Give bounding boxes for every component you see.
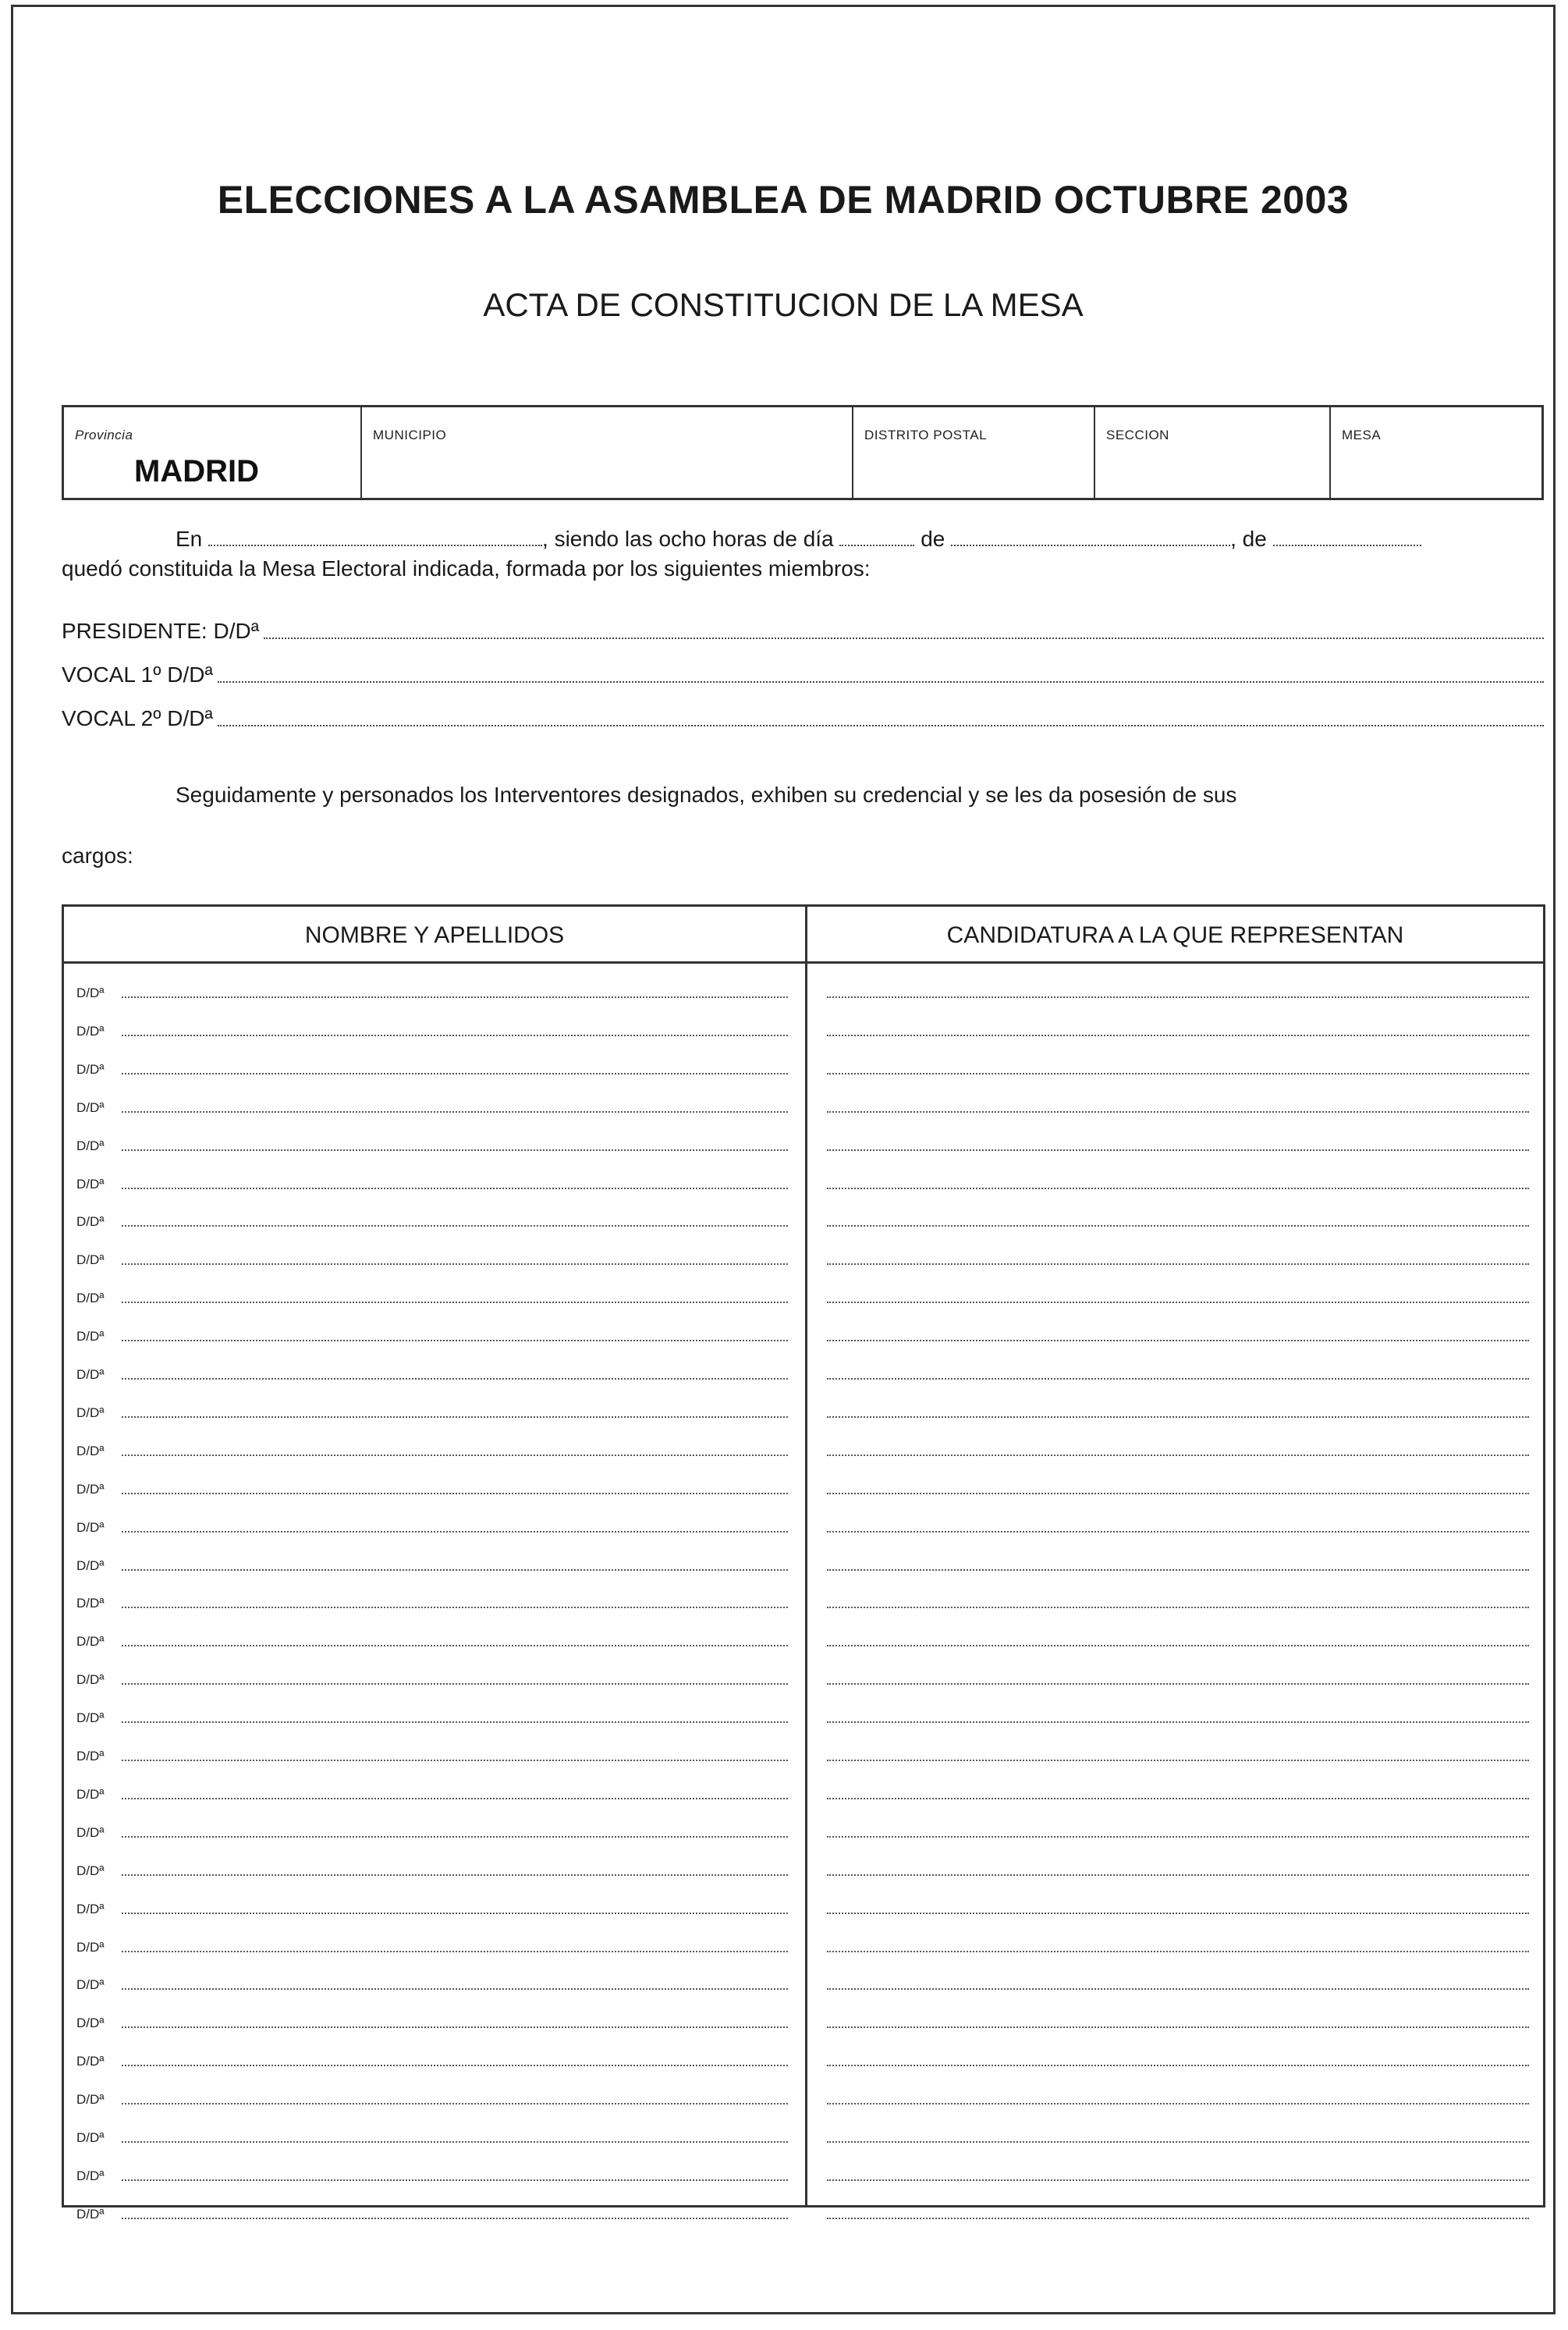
header-divider	[64, 961, 1543, 964]
row-title-label: D/Dª	[76, 1710, 105, 1726]
table-row[interactable]	[64, 1046, 1543, 1084]
table-row[interactable]	[64, 1236, 1543, 1274]
row-title-label: D/Dª	[76, 1023, 105, 1039]
column-header-nombre: NOMBRE Y APELLIDOS	[304, 922, 565, 948]
table-row[interactable]	[64, 1084, 1543, 1122]
candidatura-blank[interactable]	[827, 2026, 1529, 2028]
table-row[interactable]	[64, 969, 1543, 1007]
candidatura-blank[interactable]	[827, 2179, 1529, 2181]
candidatura-blank[interactable]	[827, 1149, 1529, 1151]
mesa-label: MESA	[1342, 428, 1382, 442]
table-row[interactable]	[64, 1312, 1543, 1351]
table-row[interactable]	[64, 1885, 1543, 1923]
table-row[interactable]	[64, 1579, 1543, 1618]
name-blank[interactable]	[122, 1951, 788, 1952]
candidatura-blank[interactable]	[827, 1760, 1529, 1761]
table-row[interactable]	[64, 1771, 1543, 1809]
interventores-line-1: Seguidamente y personados los Interventores designados, exhiben su credencial y se les da posesión de sus	[176, 783, 1237, 807]
candidatura-blank[interactable]	[827, 1913, 1529, 1914]
municipio-cell[interactable]	[362, 407, 853, 498]
member-row-vocal-1[interactable]	[62, 656, 1544, 687]
name-blank[interactable]	[122, 1836, 788, 1838]
candidatura-blank[interactable]	[827, 1836, 1529, 1838]
seccion-label: SECCION	[1106, 428, 1169, 442]
provincia-cell	[64, 407, 362, 498]
table-row[interactable]	[64, 1694, 1543, 1732]
row-title-label: D/Dª	[76, 2016, 105, 2031]
row-title-label: D/Dª	[76, 2168, 105, 2183]
row-title-label: D/Dª	[76, 1214, 105, 1230]
candidatura-blank[interactable]	[827, 1416, 1529, 1418]
table-row[interactable]	[64, 2076, 1543, 2114]
candidatura-blank[interactable]	[827, 1073, 1529, 1074]
name-blank[interactable]	[122, 1073, 788, 1074]
name-blank[interactable]	[122, 1340, 788, 1341]
name-blank[interactable]	[122, 1874, 788, 1876]
name-blank[interactable]	[122, 1188, 788, 1189]
row-title-label: D/Dª	[76, 1443, 105, 1458]
candidatura-blank[interactable]	[827, 2103, 1529, 2104]
candidatura-blank[interactable]	[827, 1683, 1529, 1685]
interventores-line-2: cargos:	[62, 844, 133, 868]
candidatura-blank[interactable]	[827, 2218, 1529, 2219]
table-row[interactable]	[64, 1504, 1543, 1542]
row-title-label: D/Dª	[76, 1405, 105, 1420]
candidatura-blank[interactable]	[827, 996, 1529, 998]
candidatura-blank[interactable]	[827, 1188, 1529, 1189]
row-title-label: D/Dª	[76, 1367, 105, 1382]
row-title-label: D/Dª	[76, 1481, 105, 1497]
row-title-label: D/Dª	[76, 2054, 105, 2069]
candidatura-blank[interactable]	[827, 1111, 1529, 1113]
member-label: PRESIDENTE: D/Dª	[62, 619, 260, 643]
table-row[interactable]	[64, 1351, 1543, 1389]
candidatura-blank[interactable]	[827, 1798, 1529, 1799]
row-title-label: D/Dª	[76, 1061, 105, 1077]
candidatura-blank[interactable]	[827, 2141, 1529, 2143]
municipio-label: MUNICIPIO	[373, 428, 447, 442]
row-title-label: D/Dª	[76, 1824, 105, 1840]
name-blank[interactable]	[122, 2026, 788, 2028]
name-blank[interactable]	[122, 1645, 788, 1646]
day-blank[interactable]	[839, 542, 914, 546]
table-row[interactable]	[64, 1465, 1543, 1504]
row-title-label: D/Dª	[76, 1176, 105, 1192]
row-title-label: D/Dª	[76, 1977, 105, 1993]
table-row[interactable]	[64, 2152, 1543, 2190]
row-title-label: D/Dª	[76, 1329, 105, 1344]
member-label: VOCAL 2º D/Dª	[62, 706, 213, 730]
name-blank[interactable]	[122, 1111, 788, 1113]
member-name-blank[interactable]	[218, 725, 1544, 726]
table-row[interactable]	[64, 1274, 1543, 1312]
candidatura-blank[interactable]	[827, 1951, 1529, 1952]
name-blank[interactable]	[122, 1035, 788, 1036]
candidatura-blank[interactable]	[827, 1378, 1529, 1380]
table-row[interactable]	[64, 1923, 1543, 1962]
candidatura-blank[interactable]	[827, 1035, 1529, 1036]
table-row[interactable]	[64, 2114, 1543, 2152]
intro-line-2: quedó constituida la Mesa Electoral indicada, formada por los siguientes miembros:	[62, 556, 871, 581]
name-blank[interactable]	[122, 1149, 788, 1151]
table-row[interactable]	[64, 2037, 1543, 2076]
table-row[interactable]	[64, 1542, 1543, 1580]
name-blank[interactable]	[122, 1913, 788, 1914]
table-row[interactable]	[64, 1389, 1543, 1427]
member-name-blank[interactable]	[264, 638, 1544, 639]
candidatura-blank[interactable]	[827, 1721, 1529, 1723]
candidatura-blank[interactable]	[827, 1302, 1529, 1303]
row-title-label: D/Dª	[76, 986, 105, 1000]
name-blank[interactable]	[122, 2103, 788, 2104]
document-title: ELECCIONES A LA ASAMBLEA DE MADRID OCTUBRE 2003	[217, 178, 1350, 222]
candidatura-blank[interactable]	[827, 1493, 1529, 1494]
row-title-label: D/Dª	[76, 1099, 105, 1115]
column-header-candidatura: CANDIDATURA A LA QUE REPRESENTAN	[946, 922, 1404, 948]
member-row-vocal-2[interactable]	[62, 700, 1544, 731]
name-blank[interactable]	[122, 2218, 788, 2219]
table-row[interactable]	[64, 1122, 1543, 1160]
name-blank[interactable]	[122, 1607, 788, 1608]
seccion-cell[interactable]	[1095, 407, 1331, 498]
row-title-label: D/Dª	[76, 1557, 105, 1573]
candidatura-blank[interactable]	[827, 1531, 1529, 1533]
table-row[interactable]	[64, 1999, 1543, 2037]
intro-line-1	[176, 527, 1421, 552]
row-title-label: D/Dª	[76, 2092, 105, 2108]
provincia-label: Provincia	[75, 428, 133, 442]
month-blank[interactable]	[951, 542, 1230, 546]
table-row[interactable]	[64, 1427, 1543, 1465]
name-blank[interactable]	[122, 2141, 788, 2143]
candidatura-blank[interactable]	[827, 1454, 1529, 1456]
candidatura-blank[interactable]	[827, 1340, 1529, 1341]
row-title-label: D/Dª	[76, 1749, 105, 1763]
name-blank[interactable]	[122, 1531, 788, 1533]
row-title-label: D/Dª	[76, 1672, 105, 1688]
candidatura-blank[interactable]	[827, 2065, 1529, 2066]
place-blank[interactable]	[208, 542, 542, 546]
candidatura-blank[interactable]	[827, 1988, 1529, 1990]
table-row[interactable]	[64, 1618, 1543, 1656]
intro-de-1: de	[921, 527, 945, 551]
candidatura-blank[interactable]	[827, 1225, 1529, 1227]
name-blank[interactable]	[122, 1988, 788, 1990]
member-name-blank[interactable]	[218, 681, 1544, 683]
name-blank[interactable]	[122, 1493, 788, 1494]
table-row[interactable]	[64, 2190, 1543, 2229]
name-blank[interactable]	[122, 1225, 788, 1227]
provincia-value: MADRID	[134, 454, 259, 488]
table-row[interactable]	[64, 1160, 1543, 1199]
row-title-label: D/Dª	[76, 1634, 105, 1650]
form-sheet	[11, 5, 1556, 2314]
table-row[interactable]	[64, 1809, 1543, 1847]
row-title-label: D/Dª	[76, 2130, 105, 2145]
row-title-label: D/Dª	[76, 1138, 105, 1153]
row-title-label: D/Dª	[76, 1291, 105, 1306]
table-row[interactable]	[64, 1656, 1543, 1694]
year-blank[interactable]	[1273, 542, 1421, 546]
interventores-table	[62, 904, 1545, 2222]
row-title-label: D/Dª	[76, 1939, 105, 1955]
candidatura-blank[interactable]	[827, 1645, 1529, 1646]
name-blank[interactable]	[122, 2065, 788, 2066]
table-row[interactable]	[64, 1847, 1543, 1885]
name-blank[interactable]	[122, 1263, 788, 1265]
name-blank[interactable]	[122, 996, 788, 998]
row-title-label: D/Dª	[76, 1901, 105, 1916]
name-blank[interactable]	[122, 1454, 788, 1456]
distrito-postal-cell[interactable]	[853, 407, 1095, 498]
row-title-label: D/Dª	[76, 1519, 105, 1535]
table-row[interactable]	[64, 1007, 1543, 1046]
candidatura-blank[interactable]	[827, 1263, 1529, 1265]
candidatura-blank[interactable]	[827, 1607, 1529, 1608]
mesa-identification-table	[62, 405, 1544, 500]
candidatura-blank[interactable]	[827, 1874, 1529, 1876]
table-row[interactable]	[64, 1732, 1543, 1771]
intro-en: En	[176, 527, 203, 551]
row-title-label: D/Dª	[76, 1596, 105, 1611]
intro-siendo: , siendo las ocho horas de día	[542, 527, 834, 551]
row-title-label: D/Dª	[76, 1863, 105, 1878]
row-title-label: D/Dª	[76, 1252, 105, 1268]
document-subtitle: ACTA DE CONSTITUCION DE LA MESA	[483, 286, 1084, 323]
name-blank[interactable]	[122, 1760, 788, 1761]
table-row[interactable]	[64, 1198, 1543, 1236]
mesa-cell[interactable]	[1331, 407, 1541, 498]
table-row[interactable]	[64, 1961, 1543, 1999]
name-blank[interactable]	[122, 1302, 788, 1303]
member-label: VOCAL 1º D/Dª	[62, 662, 213, 687]
distrito-postal-label: DISTRITO POSTAL	[864, 428, 988, 442]
name-blank[interactable]	[122, 2179, 788, 2181]
name-blank[interactable]	[122, 1378, 788, 1380]
candidatura-blank[interactable]	[827, 1569, 1529, 1571]
name-blank[interactable]	[122, 1683, 788, 1685]
name-blank[interactable]	[122, 1721, 788, 1723]
row-title-label: D/Dª	[76, 2206, 105, 2222]
row-title-label: D/Dª	[76, 1786, 105, 1802]
name-blank[interactable]	[122, 1416, 788, 1418]
name-blank[interactable]	[122, 1798, 788, 1799]
member-row-presidente[interactable]	[62, 613, 1544, 644]
name-blank[interactable]	[122, 1569, 788, 1571]
intro-de-2: , de	[1230, 527, 1267, 551]
